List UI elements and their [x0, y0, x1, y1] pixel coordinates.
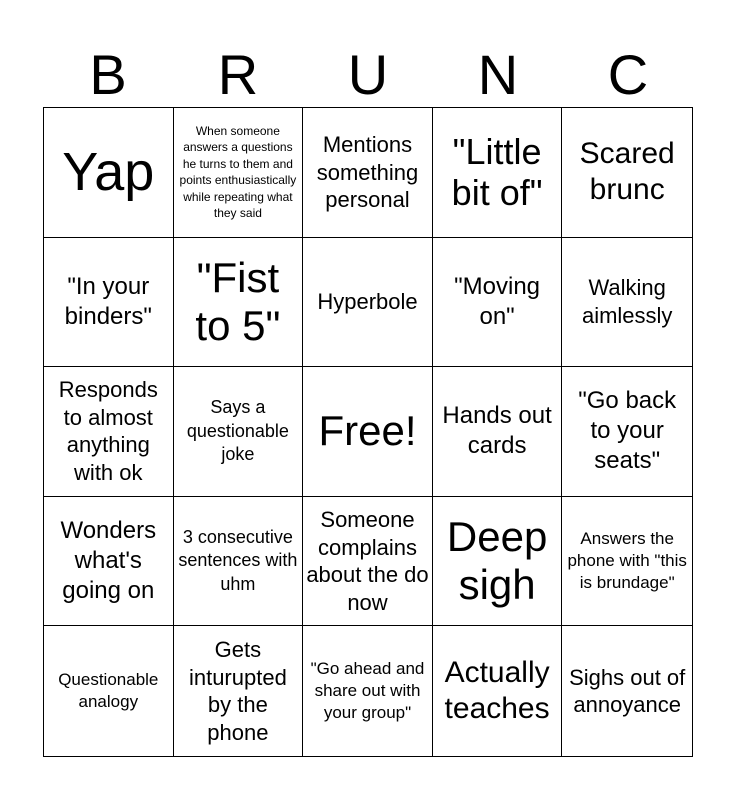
bingo-cell[interactable]: Actually teaches	[433, 626, 563, 756]
free-space[interactable]: Free!	[303, 367, 433, 497]
bingo-cell[interactable]: "Fist to 5"	[174, 238, 304, 368]
bingo-grid	[43, 107, 693, 757]
bingo-cell[interactable]: Says a questionable joke	[174, 367, 304, 497]
header-letter-n: N	[477, 43, 519, 106]
bingo-cell[interactable]: 3 consecutive sentences with uhm	[174, 497, 304, 627]
bingo-cell[interactable]: Hyperbole	[303, 238, 433, 368]
header-letter-c: C	[607, 43, 649, 106]
bingo-cell[interactable]: Mentions something personal	[303, 108, 433, 238]
bingo-cell[interactable]: When someone answers a questions he turns to them and points enthusiastically while repeating what they said	[174, 108, 304, 238]
bingo-cell[interactable]: Someone complains about the do now	[303, 497, 433, 627]
bingo-cell[interactable]: Questionable analogy	[44, 626, 174, 756]
header-letter-u: U	[347, 43, 389, 106]
bingo-cell[interactable]: Walking aimlessly	[562, 238, 692, 368]
bingo-cell[interactable]: Sighs out of annoyance	[569, 664, 686, 718]
bingo-cell[interactable]: Gets inturupted by the phone	[174, 626, 304, 756]
bingo-cell[interactable]: Scared brunc	[562, 108, 692, 238]
bingo-cell[interactable]: "Go ahead and share out with your group"	[303, 626, 433, 756]
bingo-cell[interactable]: Answers the phone with "this is brundage"	[562, 497, 692, 627]
bingo-cell[interactable]: Responds to almost anything with ok	[44, 367, 174, 497]
bingo-cell[interactable]: Deep sigh	[433, 497, 563, 627]
bingo-cell[interactable]: "In your binders"	[44, 238, 174, 368]
header-letter-b: B	[89, 43, 127, 106]
bingo-cell[interactable]: "Little bit of"	[433, 108, 563, 238]
bingo-cell[interactable]: "Go back to your seats"	[562, 367, 692, 497]
bingo-cell[interactable]: Hands out cards	[433, 367, 563, 497]
bingo-cell[interactable]: Wonders what's going on	[44, 497, 174, 627]
bingo-header	[43, 42, 693, 108]
bingo-cell[interactable]: "Moving on"	[433, 238, 563, 368]
header-letter-r: R	[217, 43, 259, 106]
bingo-cell[interactable]: Yap	[44, 108, 174, 238]
